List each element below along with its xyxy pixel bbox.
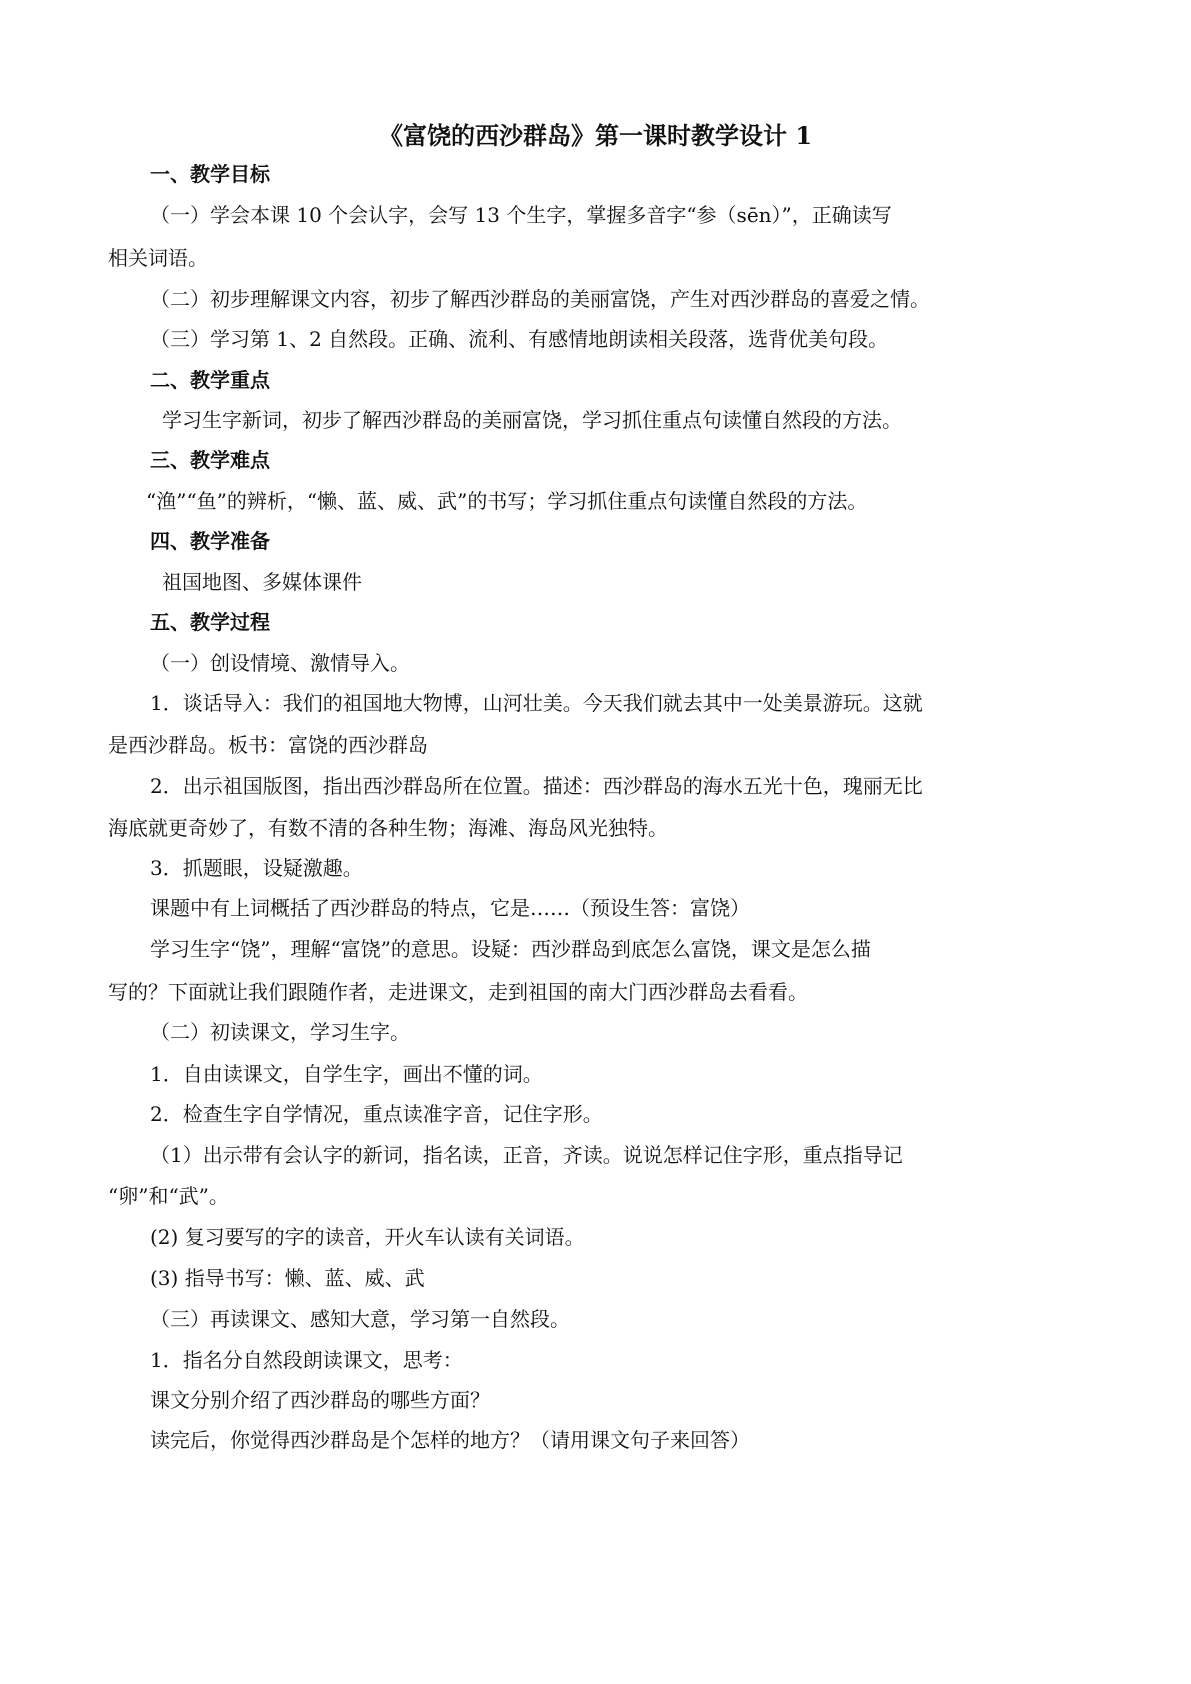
heading-teaching-focus: 二、教学重点	[150, 368, 270, 392]
process-2-sub-1-line-1: （1）出示带有会认字的新词，指名读，正音，齐读。说说怎样记住字形，重点指导记	[150, 1143, 903, 1167]
process-2-step-2: 2．检查生字自学情况，重点读准字音，记住字形。	[150, 1102, 603, 1126]
goal-1-line-2: 相关词语。	[108, 246, 208, 270]
process-2-sub-3: (3) 指导书写：懒、蓝、威、武	[150, 1266, 425, 1290]
process-3-step-1: 1．指名分自然段朗读课文，思考：	[150, 1348, 463, 1372]
process-1-step-2-line-2: 海底就更奇妙了，有数不清的各种生物；海滩、海岛风光独特。	[108, 816, 668, 840]
document-title: 《富饶的西沙群岛》第一课时教学设计 1	[378, 121, 813, 150]
teaching-focus-text: 学习生字新词，初步了解西沙群岛的美丽富饶，学习抓住重点句读懂自然段的方法。	[162, 408, 902, 432]
process-1-step-3-detail-2-line-2: 写的？下面就让我们跟随作者，走进课文，走到祖国的南大门西沙群岛去看看。	[108, 980, 808, 1004]
process-3-question-2: 读完后，你觉得西沙群岛是个怎样的地方？（请用课文句子来回答）	[150, 1428, 750, 1452]
heading-teaching-preparation: 四、教学准备	[150, 529, 270, 553]
process-1-step-3-detail: 课题中有上词概括了西沙群岛的特点，它是……（预设生答：富饶）	[150, 896, 750, 920]
heading-teaching-difficulty: 三、教学难点	[150, 448, 270, 472]
process-part-3-title: （三）再读课文、感知大意，学习第一自然段。	[150, 1307, 570, 1331]
process-1-step-1-line-1: 1．谈话导入：我们的祖国地大物博，山河壮美。今天我们就去其中一处美景游玩。这就	[150, 691, 923, 715]
process-1-step-3-detail-2-line-1: 学习生字“饶”，理解“富饶”的意思。设疑：西沙群岛到底怎么富饶，课文是怎么描	[150, 937, 871, 961]
process-2-sub-2: (2) 复习要写的字的读音，开火车认读有关词语。	[150, 1225, 585, 1249]
process-1-step-1-line-2: 是西沙群岛。板书：富饶的西沙群岛	[108, 733, 428, 757]
goal-1-line-1: （一）学会本课 10 个会认字，会写 13 个生字，掌握多音字“参（sēn）”，正确读写	[150, 203, 892, 227]
teaching-difficulty-text: “渔”“鱼”的辨析，“懒、蓝、威、武”的书写；学习抓住重点句读懂自然段的方法。	[146, 489, 868, 513]
process-1-step-2-line-1: 2．出示祖国版图，指出西沙群岛所在位置。描述：西沙群岛的海水五光十色，瑰丽无比	[150, 774, 923, 798]
goal-2: （二）初步理解课文内容，初步了解西沙群岛的美丽富饶，产生对西沙群岛的喜爱之情。	[150, 287, 930, 311]
process-2-sub-1-line-2: “卵”和“武”。	[108, 1184, 229, 1208]
process-part-2-title: （二）初读课文，学习生字。	[150, 1020, 410, 1044]
teaching-preparation-text: 祖国地图、多媒体课件	[162, 570, 362, 594]
process-part-1-title: （一）创设情境、激情导入。	[150, 651, 410, 675]
heading-teaching-goals: 一、教学目标	[150, 162, 270, 186]
process-2-step-1: 1．自由读课文，自学生字，画出不懂的词。	[150, 1062, 543, 1086]
goal-3: （三）学习第 1、2 自然段。正确、流利、有感情地朗读相关段落，选背优美句段。	[150, 327, 889, 351]
process-1-step-3: 3．抓题眼，设疑激趣。	[150, 856, 363, 880]
heading-teaching-process: 五、教学过程	[150, 610, 270, 634]
process-3-question-1: 课文分别介绍了西沙群岛的哪些方面？	[150, 1388, 490, 1412]
